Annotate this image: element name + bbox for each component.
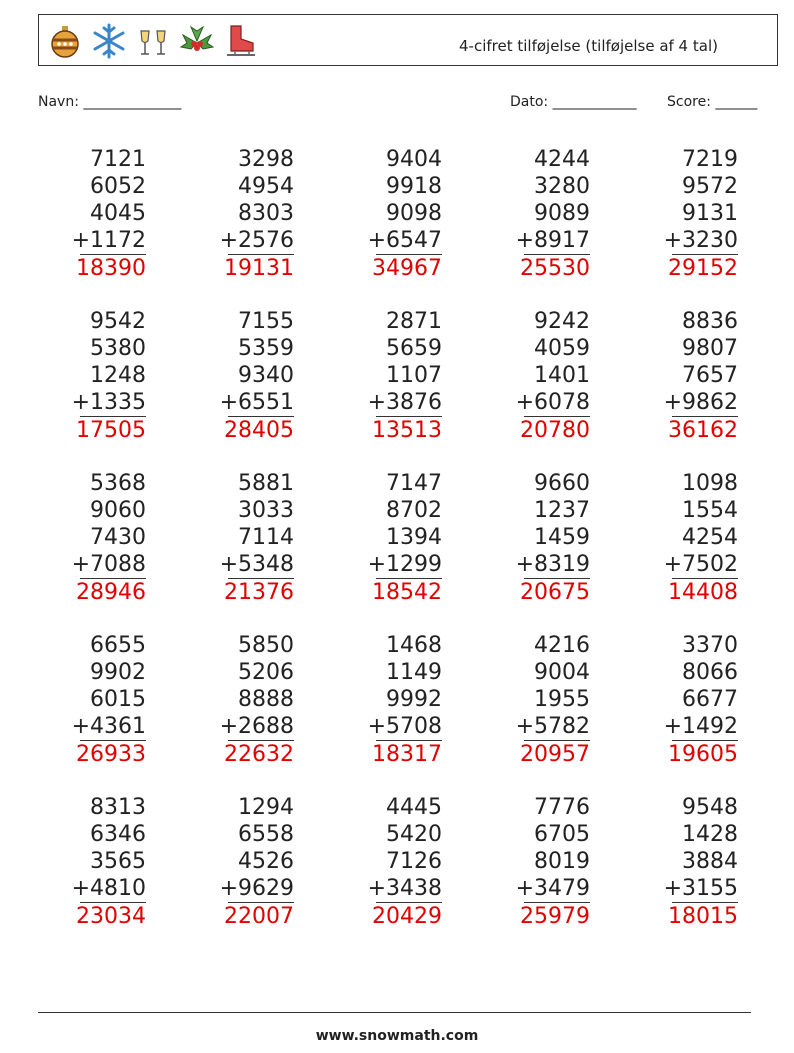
addend: 1149 [386, 660, 442, 685]
addition-problem [36, 308, 146, 444]
addend: 3565 [90, 849, 146, 874]
answer: 29152 [668, 256, 738, 281]
addend: 7147 [386, 471, 442, 496]
addend: 1237 [534, 498, 590, 523]
addend: 1468 [386, 633, 442, 658]
addition-problem [332, 308, 442, 444]
addend: 9340 [238, 363, 294, 388]
answer: 20429 [372, 904, 442, 929]
addend-with-plus: +1299 [367, 552, 442, 577]
addend: 6705 [534, 822, 590, 847]
addend: 9242 [534, 309, 590, 334]
addend: 7219 [682, 147, 738, 172]
addend: 4216 [534, 633, 590, 658]
addend: 9548 [682, 795, 738, 820]
answer: 19131 [224, 256, 294, 281]
addend-with-plus: +1335 [71, 390, 146, 415]
addend: 1459 [534, 525, 590, 550]
addend: 9992 [386, 687, 442, 712]
ornament-icon [47, 23, 83, 59]
addend: 5881 [238, 471, 294, 496]
addend: 5850 [238, 633, 294, 658]
answer: 23034 [76, 904, 146, 929]
addition-problem [36, 794, 146, 930]
addend: 8888 [238, 687, 294, 712]
addend-with-plus: +8917 [515, 228, 590, 253]
addend: 6558 [238, 822, 294, 847]
addend: 8313 [90, 795, 146, 820]
addition-problem [184, 632, 294, 768]
addend: 7126 [386, 849, 442, 874]
addend-with-plus: +1492 [663, 714, 738, 739]
answer: 18390 [76, 256, 146, 281]
addition-problem [480, 632, 590, 768]
addition-problem [36, 632, 146, 768]
answer: 17505 [76, 418, 146, 443]
addend: 4059 [534, 336, 590, 361]
champagne-icon [135, 23, 171, 59]
addend: 8019 [534, 849, 590, 874]
addend: 5206 [238, 660, 294, 685]
addend: 5368 [90, 471, 146, 496]
answer: 26933 [76, 742, 146, 767]
answer: 25530 [520, 256, 590, 281]
addition-problem [628, 146, 738, 282]
addend: 1955 [534, 687, 590, 712]
footer-divider [38, 1012, 751, 1013]
addition-problem [480, 794, 590, 930]
page-title: 4-cifret tilføjelse (tilføjelse af 4 tal) [459, 37, 718, 55]
addend-with-plus: +3230 [663, 228, 738, 253]
footer-site: www.snowmath.com [315, 1028, 479, 1044]
addend: 4445 [386, 795, 442, 820]
addend: 7657 [682, 363, 738, 388]
addend: 6052 [90, 174, 146, 199]
addend: 9542 [90, 309, 146, 334]
answer: 18317 [372, 742, 442, 767]
addend-with-plus: +3876 [367, 390, 442, 415]
addend-with-plus: +3438 [367, 876, 442, 901]
addend: 3280 [534, 174, 590, 199]
addition-problem [184, 308, 294, 444]
answer: 36162 [668, 418, 738, 443]
addend-with-plus: +2688 [219, 714, 294, 739]
addition-problem [332, 632, 442, 768]
addend: 4244 [534, 147, 590, 172]
addend: 6655 [90, 633, 146, 658]
addition-problem [480, 470, 590, 606]
date-field: Dato: ____________ [510, 94, 637, 110]
addend-with-plus: +5348 [219, 552, 294, 577]
addend: 9660 [534, 471, 590, 496]
addend: 1248 [90, 363, 146, 388]
addend: 1554 [682, 498, 738, 523]
addend: 5380 [90, 336, 146, 361]
addend-with-plus: +6078 [515, 390, 590, 415]
addition-problem [184, 470, 294, 606]
addend-with-plus: +3479 [515, 876, 590, 901]
addend: 3033 [238, 498, 294, 523]
addition-problem [184, 794, 294, 930]
addition-problem [332, 470, 442, 606]
addend-with-plus: +8319 [515, 552, 590, 577]
addition-problem [480, 308, 590, 444]
answer: 20780 [520, 418, 590, 443]
addend: 4954 [238, 174, 294, 199]
addition-problem [628, 470, 738, 606]
addend: 3884 [682, 849, 738, 874]
addend-with-plus: +2576 [219, 228, 294, 253]
answer: 13513 [372, 418, 442, 443]
addend-with-plus: +7502 [663, 552, 738, 577]
addend: 5659 [386, 336, 442, 361]
addend: 5359 [238, 336, 294, 361]
addend: 9131 [682, 201, 738, 226]
addend: 7114 [238, 525, 294, 550]
addend: 6677 [682, 687, 738, 712]
addend: 4526 [238, 849, 294, 874]
addend: 3370 [682, 633, 738, 658]
answer: 18015 [668, 904, 738, 929]
addend-with-plus: +5708 [367, 714, 442, 739]
addition-problem [628, 308, 738, 444]
addend: 9404 [386, 147, 442, 172]
answer: 25979 [520, 904, 590, 929]
addend: 9004 [534, 660, 590, 685]
addend: 5420 [386, 822, 442, 847]
addition-problem [332, 146, 442, 282]
addend-with-plus: +3155 [663, 876, 738, 901]
addition-problem [332, 794, 442, 930]
ice-skate-icon [223, 23, 259, 59]
addend: 8836 [682, 309, 738, 334]
addend: 9572 [682, 174, 738, 199]
addend: 4254 [682, 525, 738, 550]
icon-strip [47, 23, 259, 59]
addend: 3298 [238, 147, 294, 172]
addend: 9902 [90, 660, 146, 685]
answer: 28405 [224, 418, 294, 443]
addend: 1401 [534, 363, 590, 388]
name-field: Navn: ______________ [38, 94, 182, 110]
addend: 8702 [386, 498, 442, 523]
addend: 1294 [238, 795, 294, 820]
addend: 1394 [386, 525, 442, 550]
score-field: Score: ______ [667, 94, 758, 110]
holly-icon [179, 23, 215, 59]
answer: 22632 [224, 742, 294, 767]
answer: 28946 [76, 580, 146, 605]
header-box [38, 14, 778, 66]
addend-with-plus: +6551 [219, 390, 294, 415]
addend: 6015 [90, 687, 146, 712]
addend: 7430 [90, 525, 146, 550]
addend-with-plus: +6547 [367, 228, 442, 253]
answer: 14408 [668, 580, 738, 605]
addend: 1098 [682, 471, 738, 496]
addend: 8066 [682, 660, 738, 685]
answer: 19605 [668, 742, 738, 767]
answer: 18542 [372, 580, 442, 605]
answer: 22007 [224, 904, 294, 929]
answer: 20957 [520, 742, 590, 767]
answer: 20675 [520, 580, 590, 605]
addend-with-plus: +1172 [71, 228, 146, 253]
addend: 9098 [386, 201, 442, 226]
addend-with-plus: +9862 [663, 390, 738, 415]
addend: 7776 [534, 795, 590, 820]
addend-with-plus: +9629 [219, 876, 294, 901]
addition-problem [36, 146, 146, 282]
addend: 9089 [534, 201, 590, 226]
snowflake-icon [91, 23, 127, 59]
addend: 2871 [386, 309, 442, 334]
addend: 9060 [90, 498, 146, 523]
addition-problem [628, 632, 738, 768]
addend-with-plus: +5782 [515, 714, 590, 739]
addend: 1428 [682, 822, 738, 847]
addend: 1107 [386, 363, 442, 388]
answer: 21376 [224, 580, 294, 605]
addend: 6346 [90, 822, 146, 847]
addend: 9807 [682, 336, 738, 361]
addend: 8303 [238, 201, 294, 226]
answer: 34967 [372, 256, 442, 281]
addend-with-plus: +4810 [71, 876, 146, 901]
addition-problem [628, 794, 738, 930]
addition-problem [184, 146, 294, 282]
addend-with-plus: +7088 [71, 552, 146, 577]
addend: 9918 [386, 174, 442, 199]
addition-problem [480, 146, 590, 282]
addend: 4045 [90, 201, 146, 226]
addend-with-plus: +4361 [71, 714, 146, 739]
addend: 7121 [90, 147, 146, 172]
addend: 7155 [238, 309, 294, 334]
addition-problem [36, 470, 146, 606]
